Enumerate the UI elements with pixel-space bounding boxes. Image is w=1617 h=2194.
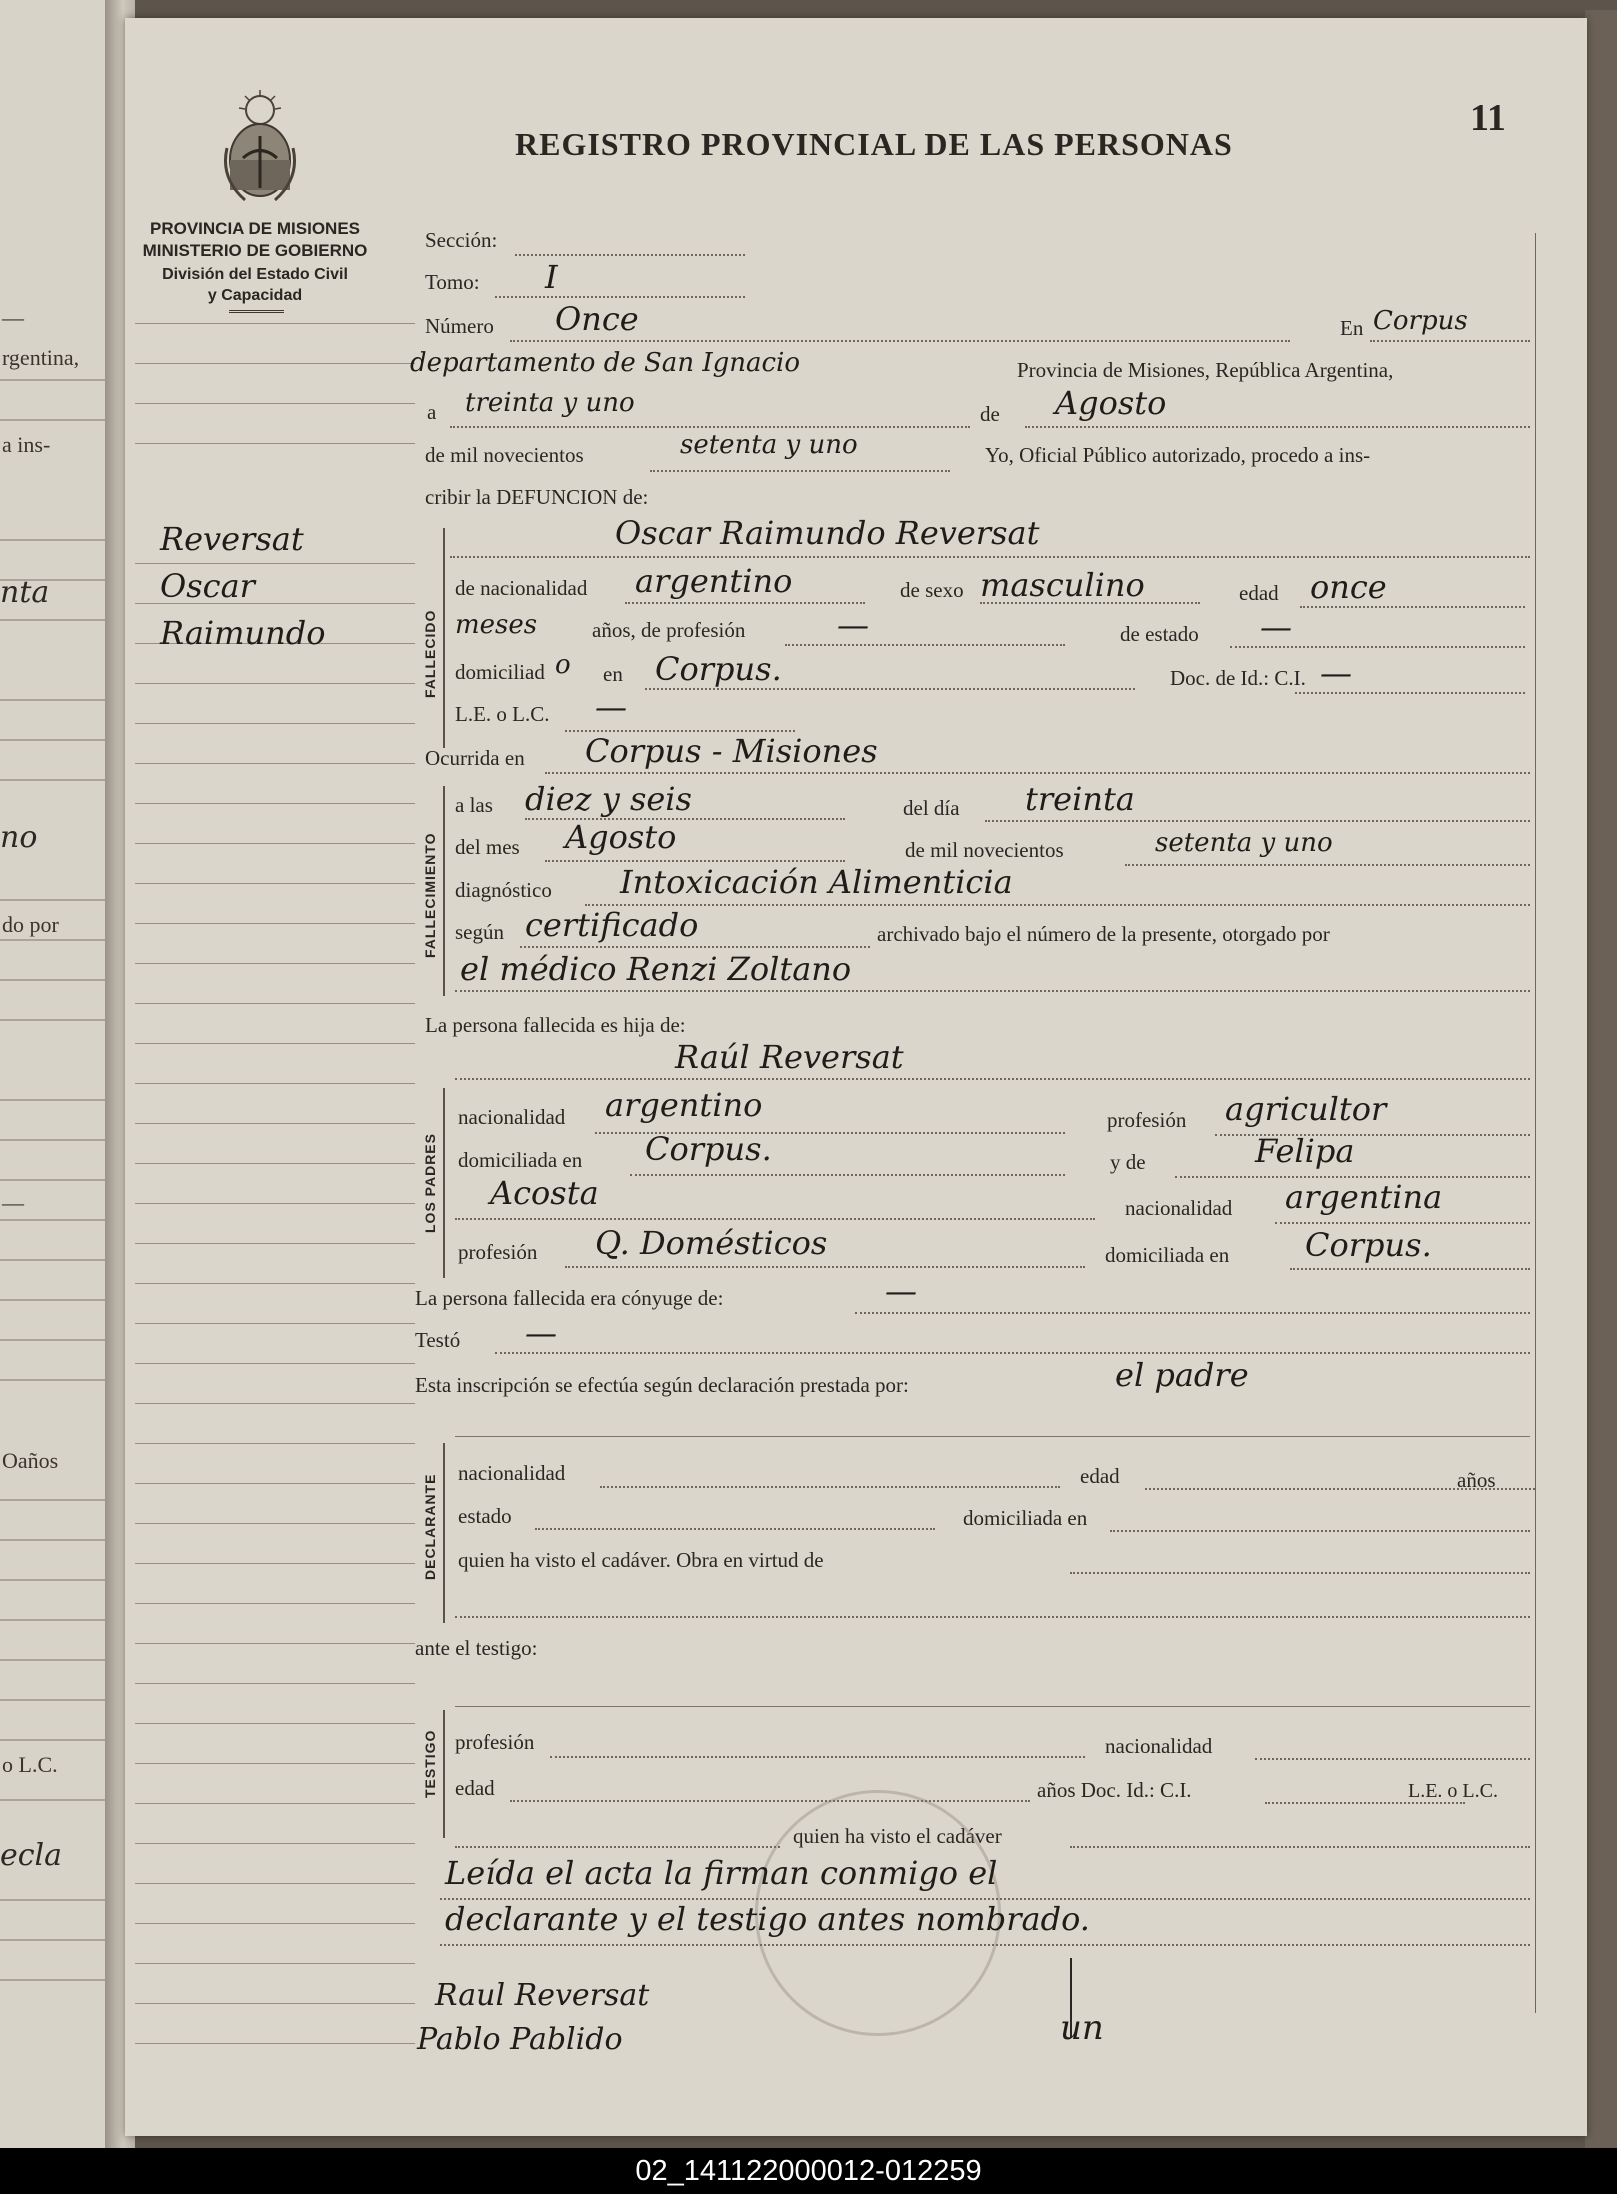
- institution-capacity: y Capacidad: [207, 287, 303, 304]
- a-line: [450, 426, 970, 428]
- en-line: [1370, 340, 1530, 342]
- testigo-cadaver-label: quien ha visto el cadáver: [793, 1824, 1002, 1848]
- document-title: REGISTRO PROVINCIAL DE LAS PERSONAS: [515, 126, 1233, 162]
- madre-profesion-line: [565, 1266, 1085, 1268]
- declarante-bracket: [443, 1443, 445, 1623]
- diagnostico-label: diagnóstico: [455, 878, 552, 902]
- fallecido-estado-label: de estado: [1120, 622, 1199, 646]
- left-page-fragment: do por: [2, 912, 59, 937]
- declarante-section-label: DECLARANTE: [422, 1473, 438, 1580]
- madre-domiciliada-label: domiciliada en: [1105, 1243, 1230, 1267]
- mil-label: de mil novecientos: [425, 443, 584, 467]
- en-value: Corpus: [1373, 306, 1468, 336]
- left-page-edge: [0, 0, 120, 2150]
- ocurrida-value: Corpus - Misiones: [585, 732, 878, 770]
- fallecido-profesion-label: años, de profesión: [592, 618, 746, 642]
- numero-line: [510, 340, 1290, 342]
- closing-line-2-rule: [440, 1944, 1530, 1946]
- yde-label: y de: [1110, 1150, 1146, 1174]
- padre-profesion-value: agricultor: [1225, 1090, 1387, 1128]
- fallecido-name-line: [450, 556, 1530, 558]
- fallecido-edad-value: once: [1310, 568, 1387, 606]
- testigo-name-line: [455, 1706, 1530, 1707]
- madre-profesion-label: profesión: [458, 1240, 538, 1264]
- madre-domiciliada-value: Corpus.: [1305, 1226, 1432, 1264]
- testigo-edad-line: [510, 1800, 1030, 1802]
- fallecido-domiciliado-label: domiciliad: [455, 660, 545, 684]
- madre-profesion-value: Q. Domésticos: [595, 1224, 828, 1262]
- hija-label: La persona fallecida es hija de:: [425, 1013, 686, 1037]
- left-page-fragment: o L.C.: [2, 1752, 58, 1777]
- provincia-label: Provincia de Misiones, República Argentina,: [1017, 358, 1394, 382]
- fallecido-nacionalidad-label: de nacionalidad: [455, 576, 588, 600]
- seccion-line: [515, 254, 745, 256]
- conyuge-label: La persona fallecida era cónyuge de:: [415, 1286, 724, 1310]
- fallecido-doc-value: —: [1320, 654, 1352, 692]
- fallecido-bracket: [443, 528, 445, 748]
- fallecido-le-value: —: [595, 688, 627, 726]
- testo-line: [495, 1352, 1530, 1354]
- left-page-fragment: no: [0, 820, 38, 855]
- document-page: [125, 18, 1587, 2136]
- declaracion-label: Esta inscripción se efectúa según declaración prestada por:: [415, 1373, 909, 1397]
- margin-surname: Reversat: [160, 520, 304, 558]
- archivado-label: archivado bajo el número de la presente, otorgado por: [877, 922, 1330, 946]
- book-cover-edge: [1585, 10, 1617, 2150]
- segun-label: según: [455, 920, 504, 944]
- alas-value: diez y seis: [525, 780, 692, 818]
- testigo-le-label: L.E. o L.C.: [1408, 1780, 1498, 1802]
- left-page-fragment: rgentina,: [2, 345, 80, 370]
- medico-line: [455, 990, 1530, 992]
- fallecido-section-label: FALLECIDO: [422, 609, 438, 698]
- diagnostico-line: [585, 904, 1530, 906]
- padre-name: Raúl Reversat: [675, 1038, 904, 1076]
- fallecimiento-bracket: [443, 786, 445, 996]
- conyuge-value: —: [885, 1272, 917, 1310]
- fallecido-nacionalidad-line: [625, 602, 865, 604]
- footer-image-id: 02_141122000012-012259: [0, 2148, 1617, 2194]
- signature-official: un: [1060, 2008, 1104, 2048]
- margin-first-name: Oscar: [160, 567, 255, 605]
- fallecido-domiciliado-suffix: o: [555, 650, 571, 680]
- de-line: [1025, 426, 1530, 428]
- numero-value: Once: [555, 300, 639, 338]
- fallecido-nacionalidad-value: argentino: [635, 562, 793, 600]
- padre-nacionalidad-value: argentino: [605, 1086, 763, 1124]
- fallecimiento-section-label: FALLECIMIENTO: [422, 832, 438, 958]
- delmes-label: del mes: [455, 835, 520, 859]
- departamento-value: departamento de San Ignacio: [410, 348, 801, 378]
- madre-domiciliada-line: [1290, 1268, 1530, 1270]
- padre-domiciliada-value: Corpus.: [645, 1130, 772, 1168]
- fallecimiento-mil-label: de mil novecientos: [905, 838, 1064, 862]
- institution-province: PROVINCIA DE MISIONES: [149, 219, 360, 238]
- declarante-cadaver-line: [1070, 1572, 1530, 1574]
- testigo-profesion-label: profesión: [455, 1730, 535, 1754]
- testigo-nacionalidad-label: nacionalidad: [1105, 1734, 1213, 1758]
- de-value: Agosto: [1055, 384, 1167, 422]
- tomo-line: [495, 296, 745, 298]
- fallecido-domicilio-line: [645, 688, 1135, 690]
- a-label: a: [427, 400, 437, 424]
- testigo-cadaver-line: [455, 1846, 780, 1848]
- medico-value: el médico Renzi Zoltano: [460, 950, 852, 988]
- declarante-estado-label: estado: [458, 1504, 512, 1528]
- testigo-section-label: TESTIGO: [422, 1729, 438, 1798]
- deldia-line: [985, 820, 1530, 822]
- declarante-nacionalidad-label: nacionalidad: [458, 1461, 566, 1485]
- deldia-label: del día: [903, 796, 960, 820]
- madre-nacionalidad-label: nacionalidad: [1125, 1196, 1233, 1220]
- testigo-edad-label: edad: [455, 1776, 495, 1800]
- closing-line-1: Leída el acta la firman conmigo el: [445, 1854, 998, 1892]
- declarante-cadaver-label: quien ha visto el cadáver. Obra en virtud de: [458, 1548, 824, 1572]
- testigo-cadaver-line-2: [1070, 1846, 1530, 1848]
- delmes-value: Agosto: [565, 818, 677, 856]
- fallecimiento-mil-value: setenta y uno: [1155, 828, 1333, 858]
- signature-official-stroke: [1070, 1958, 1072, 2038]
- margin-second-name: Raimundo: [160, 614, 326, 652]
- fallecimiento-mil-line: [1125, 864, 1530, 866]
- de-label: de: [980, 402, 1000, 426]
- fallecido-meses-value: meses: [455, 610, 538, 640]
- declarante-edad-label: edad: [1080, 1464, 1120, 1488]
- fallecido-doc-line: [1295, 692, 1525, 694]
- a-value: treinta y uno: [465, 388, 635, 418]
- ocurrida-label: Ocurrida en: [425, 746, 525, 770]
- left-page-fragment: —: [2, 1190, 24, 1215]
- fallecido-sexo-line: [980, 602, 1200, 604]
- left-page-fragment: nta: [0, 575, 50, 610]
- inscribir-label: cribir la DEFUNCION de:: [425, 485, 649, 509]
- segun-line: [520, 946, 870, 948]
- fallecido-estado-value: —: [1260, 608, 1292, 646]
- declarante-domiciliada-line: [1110, 1530, 1530, 1532]
- form-right-border: [1535, 233, 1536, 2013]
- fallecido-estado-line: [1230, 646, 1525, 648]
- institution-division: División del Estado Civil: [162, 266, 348, 283]
- padre-name-line: [455, 1078, 1530, 1080]
- testigo-bracket: [443, 1710, 445, 1838]
- mil-value: setenta y uno: [680, 430, 858, 460]
- testigo-profesion-line: [550, 1756, 1085, 1758]
- padres-section-label: LOS PADRES: [422, 1133, 438, 1233]
- conyuge-line: [855, 1312, 1530, 1314]
- declarante-name-line: [455, 1436, 1530, 1437]
- left-page-fragment: Oaños: [2, 1448, 59, 1473]
- diagnostico-value: Intoxicación Alimenticia: [620, 863, 1013, 901]
- tomo-label: Tomo:: [425, 270, 480, 294]
- testo-value: —: [525, 1314, 557, 1352]
- signature-witness: Pablo Pablido: [417, 2022, 623, 2057]
- madre-nacionalidad-value: argentina: [1285, 1178, 1443, 1216]
- signature-declarant: Raul Reversat: [435, 1978, 650, 2013]
- padre-nacionalidad-label: nacionalidad: [458, 1105, 566, 1129]
- alas-label: a las: [455, 793, 493, 817]
- fallecido-doc-label: Doc. de Id.: C.I.: [1170, 666, 1306, 690]
- declarante-nacionalidad-line: [600, 1486, 1060, 1488]
- margin-ruled-area: [125, 18, 415, 2118]
- fallecido-en-label: en: [603, 662, 623, 686]
- left-page-fragment: a ins-: [2, 432, 51, 457]
- page-number: 11: [1470, 97, 1506, 139]
- seccion-label: Sección:: [425, 228, 498, 252]
- madre-nacionalidad-line: [1275, 1222, 1530, 1224]
- mil-line: [650, 470, 950, 472]
- declarante-domiciliada-label: domiciliada en: [963, 1506, 1088, 1530]
- ocurrida-line: [545, 772, 1530, 774]
- fallecido-le-label: L.E. o L.C.: [455, 702, 550, 726]
- fallecido-sexo-label: de sexo: [900, 578, 964, 602]
- padre-domiciliada-label: domiciliada en: [458, 1148, 583, 1172]
- declarante-anos-label: años: [1457, 1468, 1496, 1492]
- fallecido-profesion-value: —: [837, 606, 869, 644]
- left-page-fragment: ecla: [0, 1838, 63, 1873]
- tomo-value: I: [545, 258, 558, 296]
- fallecido-sexo-value: masculino: [980, 566, 1145, 604]
- left-page-fragment: —: [2, 305, 24, 330]
- oficial-label: Yo, Oficial Público autorizado, procedo a ins-: [985, 443, 1371, 467]
- testo-label: Testó: [415, 1328, 461, 1352]
- deldia-value: treinta: [1025, 780, 1135, 818]
- en-label: En: [1340, 316, 1364, 340]
- madre-first-name: Felipa: [1255, 1132, 1355, 1170]
- declaracion-value: el padre: [1115, 1356, 1249, 1394]
- padre-profesion-label: profesión: [1107, 1108, 1187, 1132]
- ante-testigo-label: ante el testigo:: [415, 1636, 538, 1660]
- padre-domiciliada-line: [630, 1174, 1065, 1176]
- testigo-doc-label: años Doc. Id.: C.I.: [1037, 1778, 1192, 1802]
- segun-value: certificado: [525, 906, 699, 944]
- fallecido-edad-line: [1300, 606, 1525, 608]
- delmes-line: [545, 860, 845, 862]
- closing-line-2: declarante y el testigo antes nombrado.: [445, 1900, 1090, 1938]
- testigo-nacionalidad-line: [1255, 1758, 1530, 1760]
- fallecido-edad-label: edad: [1239, 581, 1279, 605]
- fallecido-profesion-line: [785, 644, 1065, 646]
- institution-ministry: MINISTERIO DE GOBIERNO: [142, 241, 368, 260]
- fallecido-domicilio-value: Corpus.: [655, 650, 782, 688]
- numero-label: Número: [425, 314, 494, 338]
- madre-last-line: [455, 1218, 1095, 1220]
- declarante-extra-line: [455, 1616, 1530, 1618]
- padres-bracket: [443, 1088, 445, 1278]
- fallecido-name: Oscar Raimundo Reversat: [615, 514, 1040, 552]
- declarante-estado-line: [535, 1528, 935, 1530]
- madre-last-name: Acosta: [490, 1174, 599, 1212]
